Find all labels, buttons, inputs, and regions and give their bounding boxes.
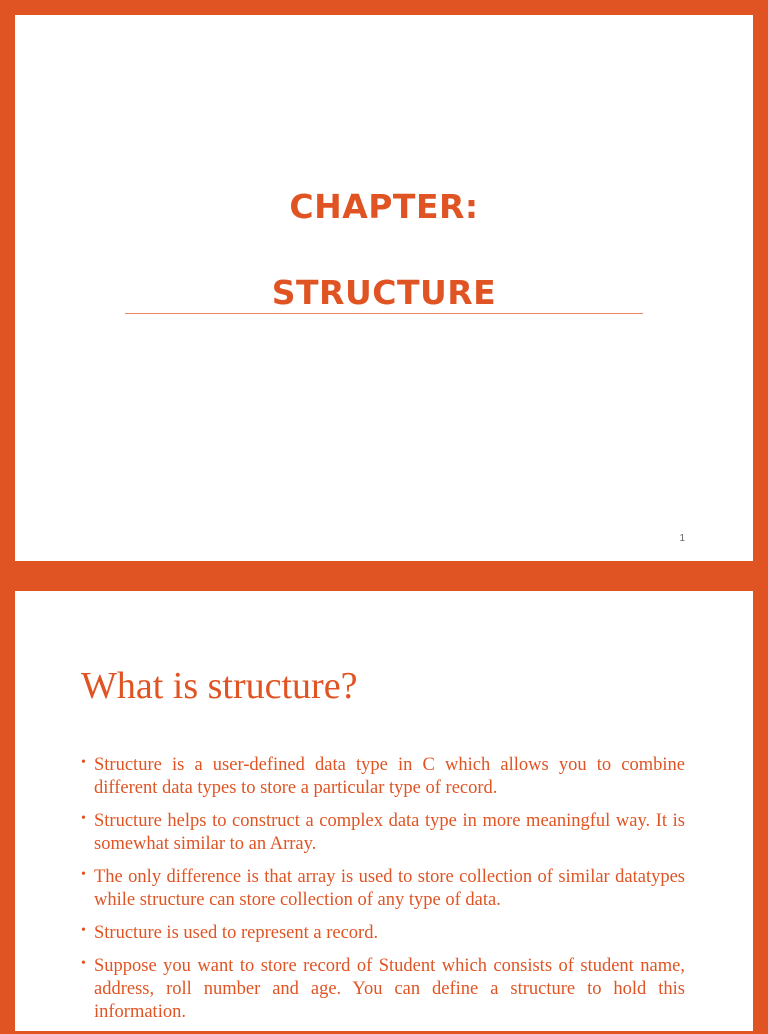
bullet-item (81, 810, 685, 856)
bullet-dot-icon: • (81, 811, 86, 826)
chapter-label: CHAPTER: (289, 187, 479, 226)
bullet-text: Structure helps to construct a complex data type in more meaningful way. It is somewhat similar to an Array. (94, 811, 685, 854)
bullet-list (81, 754, 685, 1034)
bullet-dot-icon: • (81, 755, 86, 770)
slide-number: 1 (679, 533, 685, 544)
bullet-text: Structure is a user-defined data type in C which allows you to combine different data types to store a particular type of record. (94, 755, 685, 798)
bullet-text: Suppose you want to store record of Student which consists of student name, address, roll number and age. You can define a structure to hold this information. (94, 956, 685, 1022)
slide-heading: What is structure? (81, 665, 358, 707)
title-slide (15, 15, 753, 561)
bullet-item (81, 754, 685, 800)
bullet-item (81, 866, 685, 912)
title-underline (125, 313, 643, 314)
bullet-text: Structure is used to represent a record. (94, 923, 379, 943)
bullet-dot-icon: • (81, 867, 86, 882)
bullet-item (81, 955, 685, 1024)
bullet-dot-icon: • (81, 956, 86, 971)
chapter-title: STRUCTURE (271, 273, 497, 312)
bullet-item (81, 922, 685, 945)
bullet-text: The only difference is that array is used to store collection of similar datatypes while structure can store collection of any type of data. (94, 867, 685, 910)
content-slide (15, 591, 753, 1031)
bullet-dot-icon: • (81, 923, 86, 938)
